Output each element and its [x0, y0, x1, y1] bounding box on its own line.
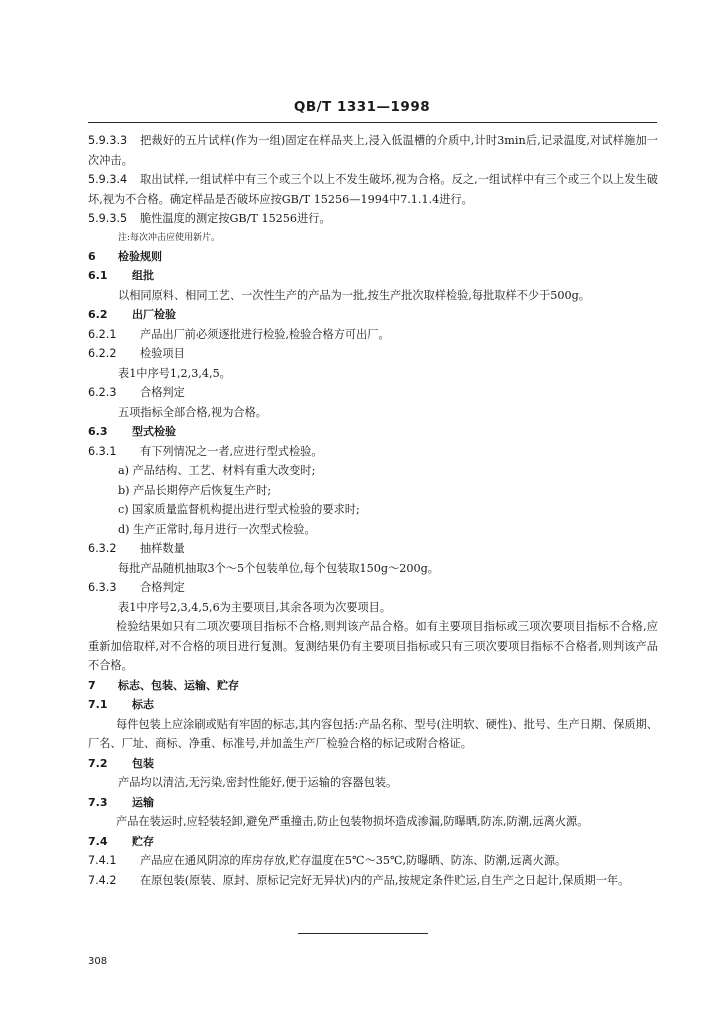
section-number: 6	[88, 249, 96, 263]
clause-number: 6.3.3	[88, 581, 117, 594]
section-6-3-heading	[88, 422, 658, 442]
section-number: 7.4	[88, 834, 108, 848]
clause-5-9-3-4	[88, 170, 658, 209]
clause-number: 5.9.3.3	[88, 134, 128, 147]
clause-text: 取出试样,一组试样中有三个或三个以上不发生破坏,视为合格。反之,一组试样中有三个或三个以上发生破坏,视为不合格。确定样品是否破坏应按GB/T 15256—1994中7.1.1.4进行。	[88, 173, 658, 206]
clause-number: 7.4.1	[88, 854, 117, 867]
body-text: 产品在装运时,应轻装轻卸,避免严重撞击,防止包装物损坏造成渗漏,防曝晒,防冻,防潮,远离火源。	[116, 815, 589, 828]
clause-number: 6.3.1	[88, 444, 117, 458]
clause-text: 有下列情况之一者,应进行型式检验。	[140, 444, 323, 458]
section-7-1-heading	[88, 695, 658, 715]
section-7-heading	[88, 676, 658, 696]
clause-text: 产品应在通风阴凉的库房存放,贮存温度在5℃～35℃,防曝晒、防冻、防潮,远离火源。	[140, 854, 567, 867]
section-7-4-heading	[88, 832, 658, 852]
clause-number: 6.2.1	[88, 327, 117, 341]
body-text: 检验结果如只有二项次要项目指标不合格,则判该产品合格。如有主要项目指标或三项次要项目指标不合格,应重新加倍取样,对不合格的项目进行复测。复测结果仍有主要项目指标或只有三项次要项目指标不合格者,则判该产品不合格。	[88, 620, 658, 672]
clause-text: 抽样数量	[140, 542, 185, 555]
section-number: 6.1	[88, 269, 108, 282]
section-title: 运输	[132, 795, 154, 809]
clause-text: 合格判定	[140, 581, 185, 594]
body-text: 表1中序号1,2,3,4,5。	[118, 366, 231, 380]
section-7-2-heading	[88, 754, 658, 774]
clause-number: 5.9.3.4	[88, 173, 128, 186]
note: 注:每次冲击应使用新片。	[118, 232, 221, 243]
clause-number: 6.3.2	[88, 542, 117, 555]
clause-text: 检验项目	[140, 347, 185, 360]
clause-text: 把裁好的五片试样(作为一组)固定在样品夹上,浸入低温槽的介质中,计时3min后,记录温度,对试样施加一次冲击。	[88, 134, 658, 167]
clause-6-2-3	[88, 383, 658, 403]
clause-6-3-1	[88, 442, 658, 462]
clause-6-3-3	[88, 578, 658, 598]
list-item-c: c) 国家质量监督机构提出进行型式检验的要求时;	[118, 503, 360, 516]
section-6-heading	[88, 247, 658, 267]
clause-number: 6.2.3	[88, 386, 117, 399]
section-title: 型式检验	[132, 425, 176, 438]
standard-header: QB/T 1331—1998	[293, 99, 431, 115]
clause-7-4-1	[88, 851, 658, 871]
section-title: 检验规则	[118, 249, 162, 263]
body-text: 以相同原料、相同工艺、一次性生产的产品为一批,按生产批次取样检验,每批取样不少于500g。	[118, 288, 590, 302]
clause-number: 5.9.3.5	[88, 212, 128, 225]
section-title: 贮存	[132, 834, 154, 848]
clause-6-3-2	[88, 539, 658, 559]
body-text: 表1中序号2,3,4,5,6为主要项目,其余各项为次要项目。	[118, 600, 392, 614]
clause-number: 6.2.2	[88, 347, 117, 360]
section-number: 7.1	[88, 698, 108, 711]
body-text: 每件包装上应涂刷或贴有牢固的标志,其内容包括:产品名称、型号(注明软、硬性)、批号、生产日期、保质期、厂名、厂址、商标、净重、标准号,并加盖生产厂检验合格的标记或附合格证。	[88, 717, 658, 750]
clause-6-2-2	[88, 344, 658, 364]
section-title: 标志	[132, 698, 154, 711]
body-text: 产品均以清洁,无污染,密封性能好,便于运输的容器包装。	[118, 776, 398, 789]
section-number: 7.2	[88, 756, 108, 770]
document-body	[88, 131, 658, 890]
clause-5-9-3-3	[88, 131, 658, 170]
clause-text: 在原包装(原装、原封、原标记完好无异状)内的产品,按规定条件贮运,自生产之日起计,保质期一年。	[140, 873, 630, 887]
section-title: 包装	[132, 756, 154, 770]
section-title: 标志、包装、运输、贮存	[118, 678, 239, 692]
section-number: 7	[88, 678, 96, 692]
clause-text: 脆性温度的测定按GB/T 15256进行。	[140, 212, 331, 225]
header-rule	[88, 122, 657, 123]
clause-5-9-3-5	[88, 209, 658, 229]
body-text: 五项指标全部合格,视为合格。	[118, 405, 267, 419]
clause-number: 7.4.2	[88, 873, 117, 887]
section-6-1-heading	[88, 266, 658, 286]
section-title: 组批	[132, 269, 154, 282]
clause-text: 合格判定	[140, 386, 185, 399]
section-number: 6.3	[88, 425, 108, 438]
body-text: 每批产品随机抽取3个～5个包装单位,每个包装取150g～200g。	[118, 561, 439, 575]
list-item-d: d) 生产正常时,每月进行一次型式检验。	[118, 522, 316, 536]
page-number: 308	[88, 956, 108, 967]
footer-rule	[298, 933, 428, 934]
list-item-b: b) 产品长期停产后恢复生产时;	[118, 483, 272, 497]
section-7-3-heading	[88, 793, 658, 813]
clause-7-4-2	[88, 871, 658, 891]
clause-text: 产品出厂前必须逐批进行检验,检验合格方可出厂。	[140, 327, 390, 341]
section-number: 7.3	[88, 795, 108, 809]
clause-6-2-1	[88, 325, 658, 345]
list-item-a: a) 产品结构、工艺、材料有重大改变时;	[118, 464, 316, 477]
section-6-2-heading	[88, 305, 658, 325]
section-number: 6.2	[88, 308, 108, 321]
section-title: 出厂检验	[132, 308, 176, 321]
